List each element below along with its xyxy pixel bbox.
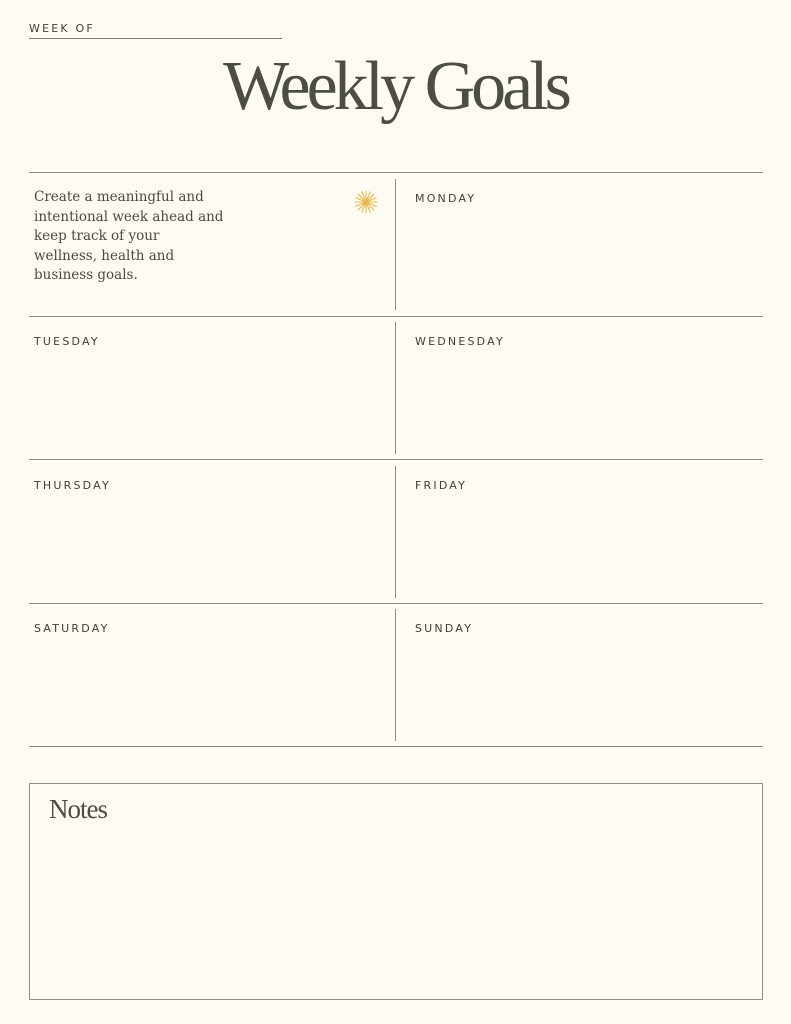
day-label-thursday: THURSDAY	[34, 479, 111, 492]
day-cell-friday[interactable]	[400, 499, 762, 597]
notes-box[interactable]	[29, 783, 763, 1000]
grid-line-top	[29, 172, 763, 173]
grid-line-row3	[29, 459, 763, 460]
grid-line-row2	[29, 316, 763, 317]
day-cell-tuesday[interactable]	[30, 355, 392, 453]
day-label-sunday: SUNDAY	[415, 622, 474, 635]
day-label-monday: MONDAY	[415, 192, 477, 205]
day-cell-thursday[interactable]	[30, 499, 392, 597]
grid-divider-row2	[395, 322, 396, 454]
week-of-line[interactable]	[29, 38, 282, 39]
day-label-friday: FRIDAY	[415, 479, 468, 492]
grid-divider-row3	[395, 466, 396, 598]
grid-divider-row4	[395, 609, 396, 741]
day-cell-saturday[interactable]	[30, 642, 392, 740]
day-label-wednesday: WEDNESDAY	[415, 335, 505, 348]
page-title: Weekly Goals	[223, 48, 568, 125]
intro-text: Create a meaningful and intentional week ahead and keep track of your wellness, health and business goals.	[34, 189, 224, 283]
day-cell-wednesday[interactable]	[400, 355, 762, 453]
grid-line-bottom	[29, 746, 763, 747]
day-label-tuesday: TUESDAY	[34, 335, 100, 348]
day-label-saturday: SATURDAY	[34, 622, 110, 635]
grid-divider-row1	[395, 179, 396, 310]
day-cell-sunday[interactable]	[400, 642, 762, 740]
day-cell-monday[interactable]	[400, 180, 762, 310]
grid-line-row4	[29, 603, 763, 604]
week-of-label: WEEK OF	[29, 22, 95, 35]
notes-title: Notes	[49, 794, 107, 824]
sunburst-icon	[354, 190, 378, 214]
